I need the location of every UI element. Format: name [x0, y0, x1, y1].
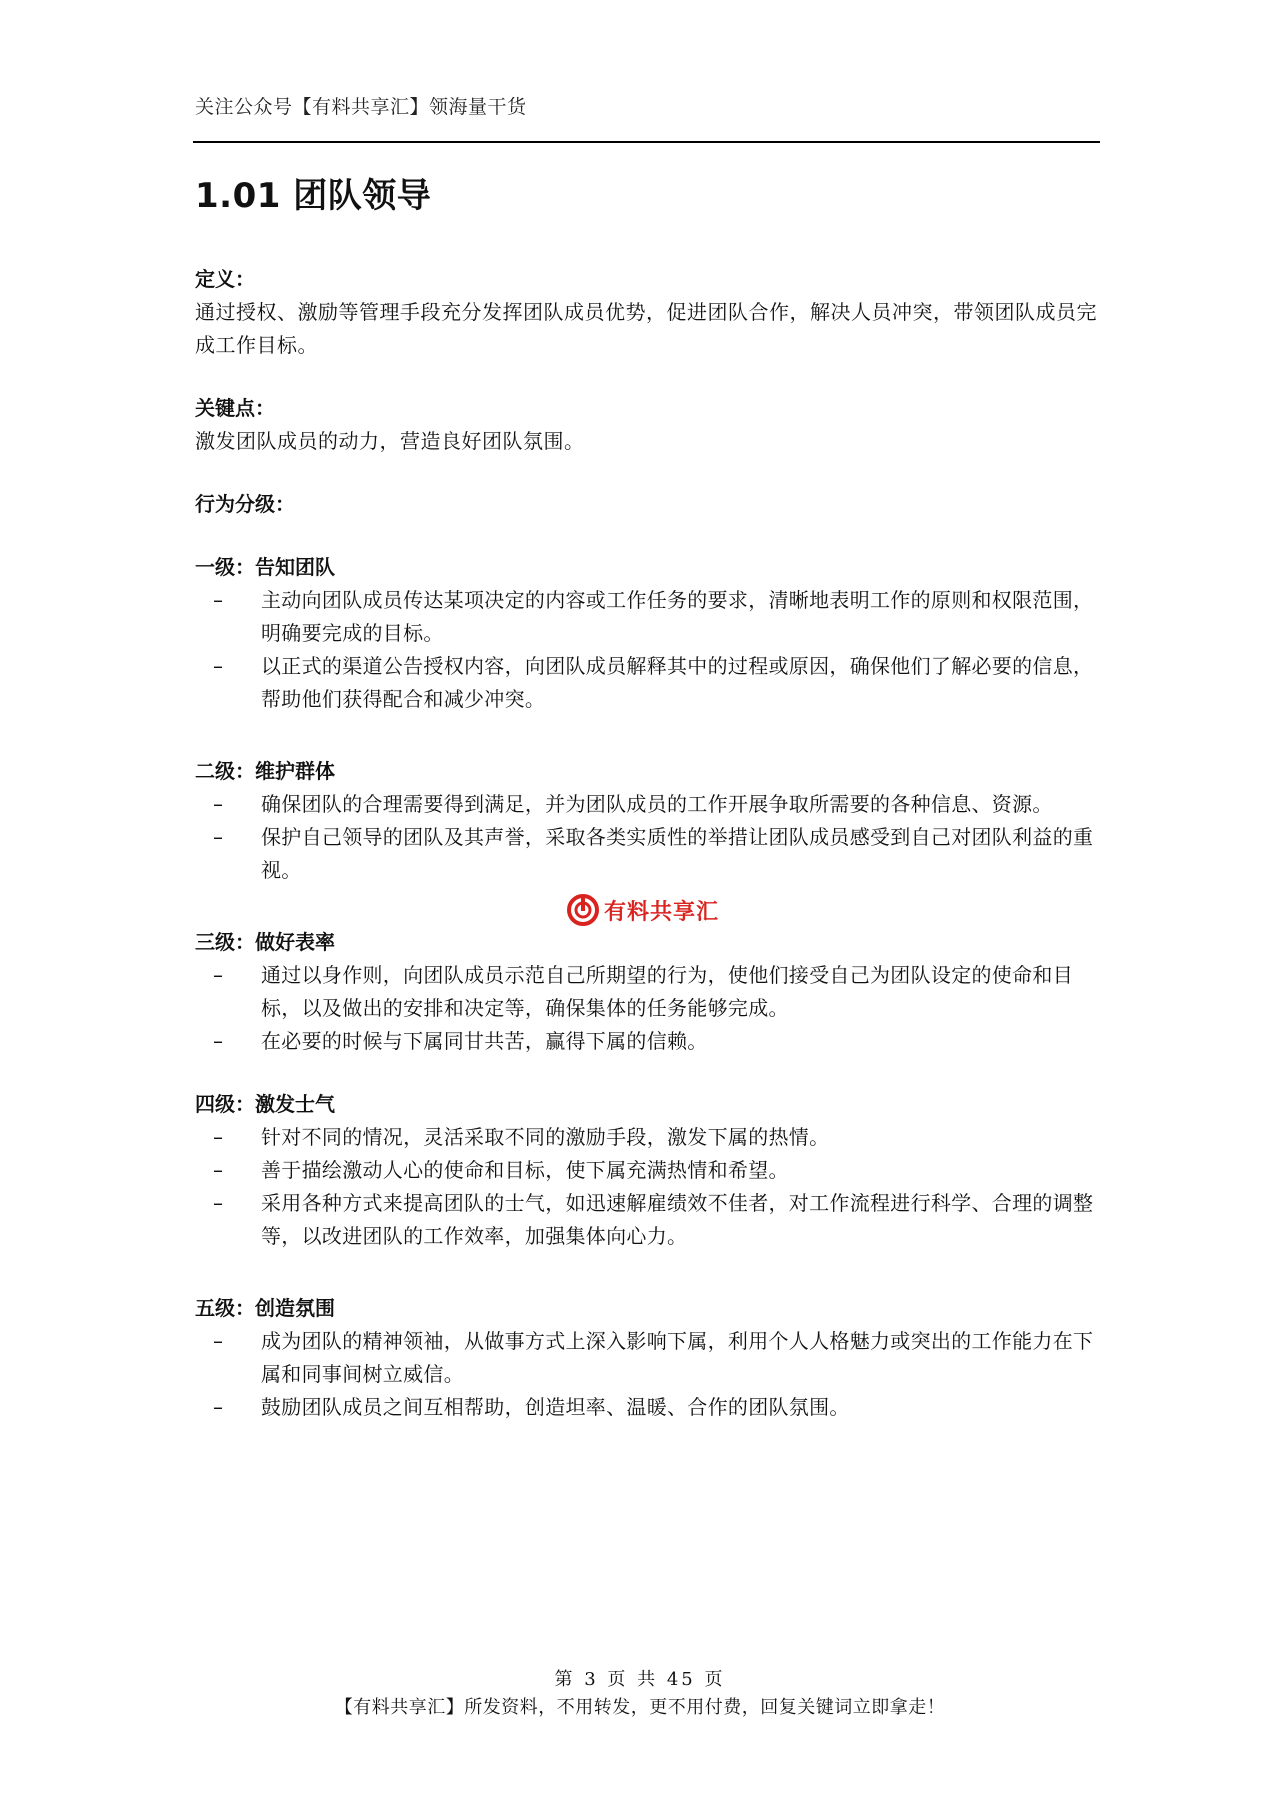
level-5: [195, 1291, 1100, 1424]
dash-bullet: –: [213, 1158, 224, 1182]
list-item: – 通过以身作则，向团队成员示范自己所期望的行为，使他们接受自己为团队设定的使命和目标，以及做出的安排和决定等，确保集体的任务能够完成。: [195, 959, 1100, 1025]
level-title: 五级：创造氛围: [195, 1296, 335, 1320]
definition-text: 通过授权、激励等管理手段充分发挥团队成员优势，促进团队合作，解决人员冲突，带领团队成员完成工作目标。: [195, 300, 1097, 357]
key-points-text: 激发团队成员的动力，营造良好团队氛围。: [195, 429, 585, 453]
dash-bullet: –: [213, 654, 224, 678]
level-1: [195, 550, 1100, 716]
dash-bullet: –: [213, 1029, 224, 1053]
watermark: [566, 893, 719, 927]
level-title: 三级：做好表率: [195, 930, 335, 954]
definition-label: 定义：: [195, 267, 255, 291]
header-divider: [193, 141, 1100, 143]
level-items: [195, 1121, 1100, 1253]
page-header-text: 关注公众号【有料共享汇】领海量干货: [195, 96, 527, 118]
level-items: [195, 788, 1100, 887]
list-item: – 以正式的渠道公告授权内容，向团队成员解释其中的过程或原因，确保他们了解必要的信息，帮助他们获得配合和减少冲突。: [195, 650, 1100, 716]
list-item: – 针对不同的情况，灵活采取不同的激励手段，激发下属的热情。: [195, 1121, 1100, 1154]
page-number: 第 3 页 共 45 页: [554, 1669, 726, 1690]
level-items: [195, 959, 1100, 1058]
dash-bullet: –: [213, 1329, 224, 1353]
level-3: [195, 925, 1100, 1058]
dash-bullet: –: [213, 963, 224, 987]
list-item: – 善于描绘激动人心的使命和目标，使下属充满热情和希望。: [195, 1154, 1100, 1187]
dash-bullet: –: [213, 825, 224, 849]
list-item: – 成为团队的精神领袖，从做事方式上深入影响下属，利用个人人格魅力或突出的工作能力在下属和同事间树立威信。: [195, 1325, 1100, 1391]
level-title: 二级：维护群体: [195, 759, 335, 783]
list-item: – 采用各种方式来提高团队的士气，如迅速解雇绩效不佳者，对工作流程进行科学、合理的调整等，以改进团队的工作效率，加强集体向心力。: [195, 1187, 1100, 1253]
dash-bullet: –: [213, 792, 224, 816]
watermark-text: 有料共享汇: [604, 899, 720, 925]
level-4: [195, 1087, 1100, 1253]
level-items: [195, 1325, 1100, 1424]
list-item: – 确保团队的合理需要得到满足，并为团队成员的工作开展争取所需要的各种信息、资源。: [195, 788, 1100, 821]
document-body: [195, 165, 1100, 1424]
footer-note: 【有料共享汇】所发资料，不用转发，更不用付费，回复关键词立即拿走！: [334, 1697, 946, 1718]
dash-bullet: –: [213, 1395, 224, 1419]
key-points-label: 关键点：: [195, 396, 275, 420]
list-item: – 保护自己领导的团队及其声誉，采取各类实质性的举措让团队成员感受到自己对团队利益的重视。: [195, 821, 1100, 887]
levels-label: 行为分级：: [195, 492, 295, 516]
level-title: 一级：告知团队: [195, 555, 335, 579]
page-title: 1.01 团队领导: [195, 176, 432, 216]
list-item: – 主动向团队成员传达某项决定的内容或工作任务的要求，清晰地表明工作的原则和权限范围，明确要完成的目标。: [195, 584, 1100, 650]
dash-bullet: –: [213, 588, 224, 612]
list-item: – 鼓励团队成员之间互相帮助，创造坦率、温暖、合作的团队氛围。: [195, 1391, 1100, 1424]
level-title: 四级：激发士气: [195, 1092, 335, 1116]
dash-bullet: –: [213, 1191, 224, 1215]
dash-bullet: –: [213, 1125, 224, 1149]
list-item: – 在必要的时候与下属同甘共苦，赢得下属的信赖。: [195, 1025, 1100, 1058]
brand-logo-icon: [566, 893, 600, 927]
level-2: [195, 754, 1100, 887]
level-items: [195, 584, 1100, 716]
